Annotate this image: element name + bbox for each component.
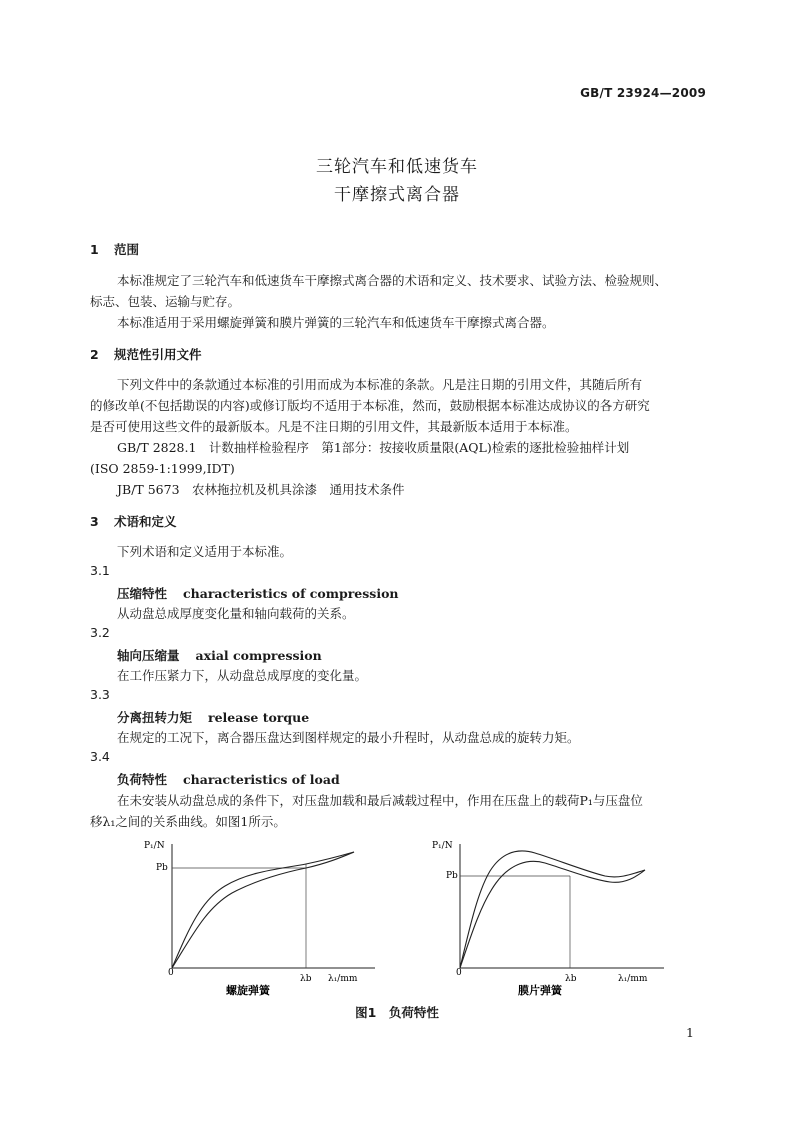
coil-spring-graph [144, 841, 375, 997]
section-2-paragraph-line-3: 是否可使用这些文件的最新版本。凡是不注日期的引用文件，其最新版本适用于本标准。 [90, 419, 578, 434]
x-axis-label: λ₁/mm [618, 974, 648, 984]
term-title [117, 584, 399, 602]
term-number: 3.4 [90, 749, 110, 764]
document-title-line1: 三轮汽车和低速货车 [316, 157, 478, 177]
reference-2: JB/T 5673 农林拖拉机及机具涂漆 通用技术条件 [117, 482, 405, 497]
y-axis-label: P₁/N [432, 841, 453, 851]
reference-1-line-2: (ISO 2859-1:1999,IDT) [90, 461, 235, 476]
term-title [117, 708, 309, 726]
document-title-line2: 干摩擦式离合器 [334, 185, 460, 205]
section-number: 1 [90, 242, 99, 257]
term-definition: 从动盘总成厚度变化量和轴向载荷的关系。 [117, 606, 355, 621]
pb-label: Pb [156, 863, 168, 873]
page-number: 1 [686, 1025, 694, 1040]
term-zh: 分离扭转力矩 [117, 710, 193, 725]
y-axis-label: P₁/N [144, 841, 165, 851]
term-definition: 在工作压紧力下，从动盘总成厚度的变化量。 [117, 668, 368, 683]
term-definition-line-1: 在未安装从动盘总成的条件下，对压盘加载和最后减载过程中，作用在压盘上的载荷P₁与压盘位 [117, 793, 643, 808]
origin-label: 0 [456, 968, 462, 978]
term-zh: 负荷特性 [117, 772, 168, 787]
section-2-paragraph-line-1: 下列文件中的条款通过本标准的引用而成为本标准的条款。凡是注日期的引用文件，其随后所有 [117, 377, 643, 392]
loading-curve [172, 852, 354, 968]
section-number: 2 [90, 347, 99, 362]
term-en: release torque [208, 710, 310, 725]
section-title: 范围 [114, 242, 140, 257]
section-number: 3 [90, 514, 99, 529]
term-number: 3.1 [90, 563, 110, 578]
diaphragm-spring-caption: 膜片弹簧 [518, 984, 562, 997]
section-3-heading [90, 512, 177, 530]
lambda-b-label: λb [300, 974, 312, 984]
unloading-curve [172, 852, 354, 968]
term-number: 3.2 [90, 625, 110, 640]
term-en: axial compression [195, 648, 322, 663]
lambda-b-label: λb [565, 974, 577, 984]
section-2-heading [90, 345, 202, 363]
figure-load-characteristics [140, 836, 680, 998]
standard-code: GB/T 23924—2009 [580, 86, 706, 100]
reference-1-line-1: GB/T 2828.1 计数抽样检验程序 第1部分：按接收质量限(AQL)检索的逐批检验抽样计划 [117, 440, 630, 455]
x-axis-label: λ₁/mm [328, 974, 358, 984]
section-title: 规范性引用文件 [114, 347, 202, 362]
term-title [117, 646, 322, 664]
diaphragm-spring-graph [432, 841, 664, 997]
term-zh: 压缩特性 [117, 586, 168, 601]
loading-curve [460, 851, 645, 968]
section-title: 术语和定义 [114, 514, 177, 529]
term-en: characteristics of compression [183, 586, 399, 601]
section-1-paragraph-1-line-1: 本标准规定了三轮汽车和低速货车干摩擦式离合器的术语和定义、技术要求、试验方法、检验规则、 [117, 273, 668, 288]
term-en: characteristics of load [183, 772, 340, 787]
origin-label: 0 [168, 968, 174, 978]
pb-label: Pb [446, 871, 458, 881]
term-definition-line-2: 移λ₁之间的关系曲线。如图1所示。 [90, 814, 286, 829]
coil-spring-caption: 螺旋弹簧 [226, 984, 270, 997]
section-1-paragraph-2: 本标准适用于采用螺旋弹簧和膜片弹簧的三轮汽车和低速货车干摩擦式离合器。 [117, 315, 555, 330]
figure-caption: 图1 负荷特性 [355, 1005, 439, 1020]
section-3-intro: 下列术语和定义适用于本标准。 [117, 544, 293, 559]
term-definition: 在规定的工况下，离合器压盘达到图样规定的最小升程时，从动盘总成的旋转力矩。 [117, 730, 580, 745]
term-title [117, 770, 340, 788]
section-1-heading [90, 240, 139, 258]
term-number: 3.3 [90, 687, 110, 702]
section-2-paragraph-line-2: 的修改单(不包括勘误的内容)或修订版均不适用于本标准，然而，鼓励根据本标准达成协议的各方研究 [90, 398, 650, 413]
term-zh: 轴向压缩量 [117, 648, 180, 663]
section-1-paragraph-1-line-2: 标志、包装、运输与贮存。 [90, 294, 241, 309]
